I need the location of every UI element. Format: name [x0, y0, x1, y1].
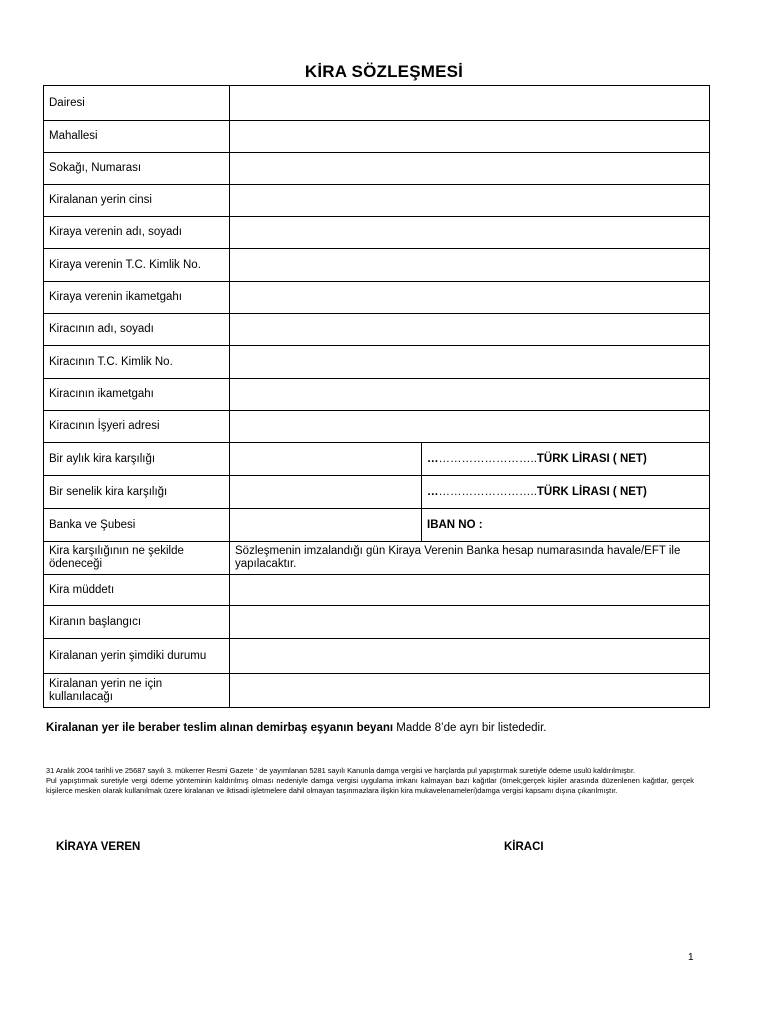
aylik-kira-prefix: … — [427, 452, 439, 465]
table-row — [44, 639, 710, 674]
table-row — [44, 379, 710, 411]
row-value-mahallesi[interactable] — [230, 121, 710, 153]
row-value-kullanim-amaci[interactable] — [230, 674, 710, 708]
row-label-simdiki-durum: Kiralanan yerin şimdiki durumu — [44, 639, 230, 674]
signature-kiraya-veren: KİRAYA VEREN — [56, 841, 141, 853]
page-number: 1 — [688, 952, 694, 963]
row-label-kira-muddeti: Kira müddetı — [44, 575, 230, 606]
table-row — [44, 443, 710, 476]
row-value-kiraya-veren-adi[interactable] — [230, 217, 710, 249]
row-value-baslangic[interactable] — [230, 606, 710, 639]
row-label-dairesi: Dairesi — [44, 86, 230, 121]
table-row — [44, 476, 710, 509]
table-row — [44, 86, 710, 121]
row-value-kiraci-ikamet[interactable] — [230, 379, 710, 411]
aylik-kira-dots: …………………….. — [438, 452, 537, 465]
row-value-senelik-kira[interactable] — [230, 476, 422, 509]
document-title: KİRA SÖZLEŞMESİ — [304, 62, 464, 81]
row-value-odeme-sekli: Sözleşmenin imzalandığı gün Kiraya Verenin Banka hesap numarasında havale/EFT ile yapılacaktır. — [230, 542, 710, 575]
signature-kiraci: KİRACI — [504, 841, 544, 853]
table-row — [44, 249, 710, 282]
iban-label: IBAN NO : — [422, 509, 710, 542]
aylik-kira-currency-cell — [422, 443, 710, 476]
row-label-senelik-kira: Bir senelik kira karşılığı — [44, 476, 230, 509]
row-value-banka[interactable] — [230, 509, 422, 542]
row-value-kiraya-veren-ikamet[interactable] — [230, 282, 710, 314]
row-label-aylik-kira: Bir aylık kira karşılığı — [44, 443, 230, 476]
stamp-tax-notes — [46, 766, 694, 797]
row-label-sokagi: Sokağı, Numarası — [44, 153, 230, 185]
lease-form-table — [43, 85, 710, 708]
row-label-kiraci-adi: Kiracının adı, soyadı — [44, 314, 230, 346]
table-row — [44, 121, 710, 153]
table-row — [44, 542, 710, 575]
stamp-tax-note-1: 31 Aralık 2004 tarihli ve 25687 sayılı 3. mükerrer Resmi Gazete ‘ de yayımlanan 5281 sayılı Kanunla damga vergisi ve harçlarda pul yapıştırmak suretiyle ödeme usulü kaldırılmıştır. — [46, 766, 636, 775]
table-row — [44, 509, 710, 542]
row-label-kiraci-tc: Kiracının T.C. Kimlik No. — [44, 346, 230, 379]
table-row — [44, 674, 710, 708]
aylik-kira-currency: TÜRK LİRASI ( NET) — [536, 452, 647, 465]
row-value-kira-muddeti[interactable] — [230, 575, 710, 606]
row-value-kiraci-isyeri[interactable] — [230, 411, 710, 443]
table-row — [44, 153, 710, 185]
row-value-kiraya-veren-tc[interactable] — [230, 249, 710, 282]
demirbas-statement — [46, 722, 547, 734]
table-row — [44, 314, 710, 346]
table-row — [44, 575, 710, 606]
table-row — [44, 282, 710, 314]
senelik-kira-currency: TÜRK LİRASI ( NET) — [536, 485, 647, 498]
row-value-kiraci-tc[interactable] — [230, 346, 710, 379]
senelik-kira-prefix: … — [427, 485, 439, 498]
row-label-kullanim-amaci: Kiralanan yerin ne için kullanılacağı — [44, 674, 230, 708]
senelik-kira-dots: …………………….. — [438, 485, 537, 498]
table-row — [44, 411, 710, 443]
row-label-kiraya-veren-ikamet: Kiraya verenin ikametgahı — [44, 282, 230, 314]
row-label-cinsi: Kiralanan yerin cinsi — [44, 185, 230, 217]
row-label-mahallesi: Mahallesi — [44, 121, 230, 153]
demirbas-statement-rest: Madde 8’de ayrı bir listededir. — [393, 722, 547, 734]
row-label-banka: Banka ve Şubesi — [44, 509, 230, 542]
table-row — [44, 606, 710, 639]
row-label-kiraya-veren-adi: Kiraya verenin adı, soyadı — [44, 217, 230, 249]
table-row — [44, 346, 710, 379]
row-label-baslangic: Kiranın başlangıcı — [44, 606, 230, 639]
row-value-aylik-kira[interactable] — [230, 443, 422, 476]
table-row — [44, 185, 710, 217]
demirbas-statement-bold: Kiralanan yer ile beraber teslim alınan demirbaş eşyanın beyanı — [46, 722, 394, 734]
row-label-odeme-sekli: Kira karşılığının ne şekilde ödeneceği — [44, 542, 230, 575]
row-value-dairesi[interactable] — [230, 86, 710, 121]
row-value-simdiki-durum[interactable] — [230, 639, 710, 674]
stamp-tax-note-2: Pul yapıştırmak suretiyle vergi ödeme yönteminin kaldırılmış olması nedeniyle damga vergisi uygulama imkanı kalmayan bazı kağıtlar (örnek;gerçek kişiler arasında düzenlenen kağıtlar, gerçek kişilerce mesken olarak kullanılmak üzere kiralanan ve iktisadi işletmelere dahil olmayan taşınmazlara ilişkin kira mukavelenameleri)damga vergisi kapsamı dışına çıkarılmıştır. — [46, 776, 694, 796]
row-label-kiraci-ikamet: Kiracının ikametgahı — [44, 379, 230, 411]
row-value-sokagi[interactable] — [230, 153, 710, 185]
senelik-kira-currency-cell — [422, 476, 710, 509]
table-row — [44, 217, 710, 249]
row-label-kiraya-veren-tc: Kiraya verenin T.C. Kimlik No. — [44, 249, 230, 282]
row-value-cinsi[interactable] — [230, 185, 710, 217]
row-value-kiraci-adi[interactable] — [230, 314, 710, 346]
row-label-kiraci-isyeri: Kiracının İşyeri adresi — [44, 411, 230, 443]
